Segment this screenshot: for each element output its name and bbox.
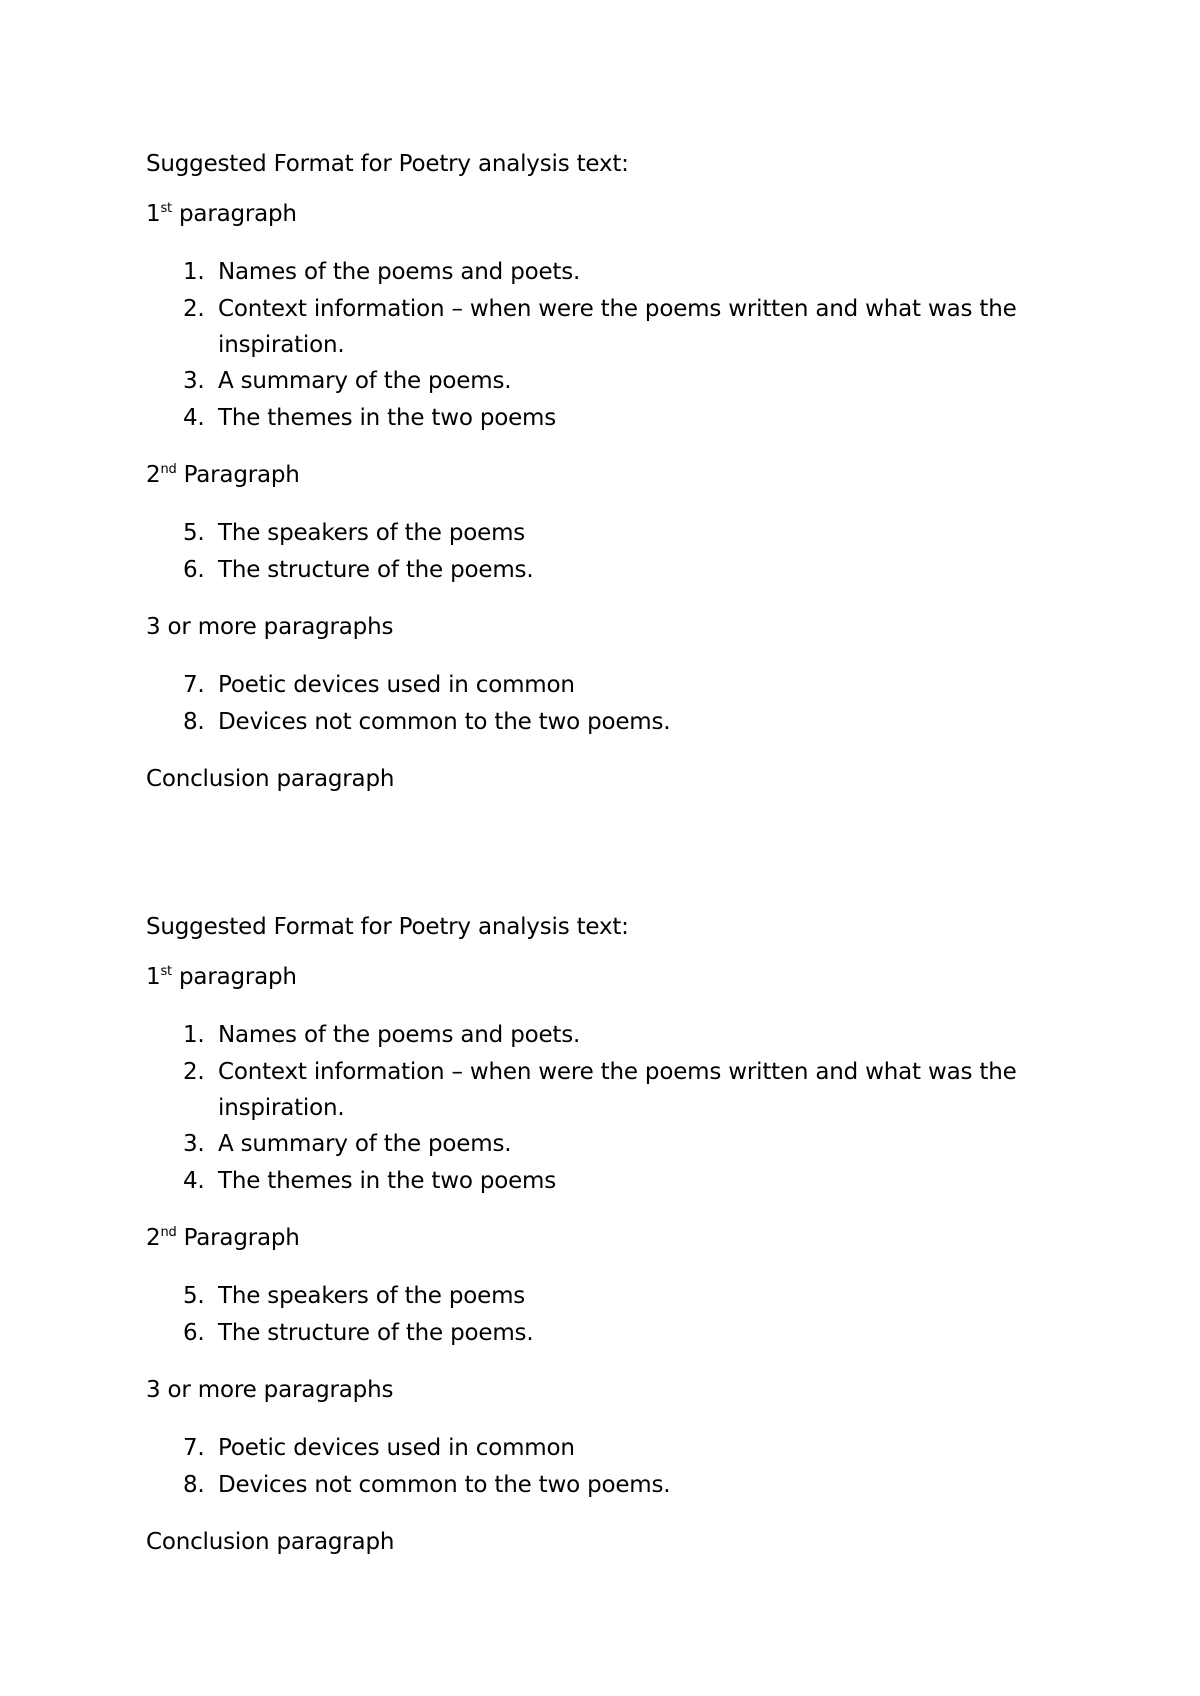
list-item: 4. The themes in the two poems (183, 405, 557, 431)
more-paragraphs-heading: 3 or more paragraphs (146, 614, 394, 640)
list-item: 4. The themes in the two poems (183, 1168, 557, 1194)
first-paragraph-heading: 1st paragraph (146, 201, 297, 227)
format-section-2 (146, 913, 1106, 1556)
section-title: Suggested Format for Poetry analysis text: (146, 914, 629, 940)
second-paragraph-heading: 2nd Paragraph (146, 1225, 300, 1251)
list-item: 5. The speakers of the poems (183, 520, 526, 546)
list-item: 1. Names of the poems and poets. (183, 1022, 581, 1048)
ordinal-suffix: st (160, 201, 172, 216)
ordinal-suffix: st (160, 964, 172, 979)
more-paragraphs-list (146, 667, 1106, 741)
conclusion-heading: Conclusion paragraph (146, 766, 395, 792)
list-item: 6. The structure of the poems. (183, 557, 534, 583)
ordinal-suffix: nd (160, 1225, 177, 1240)
second-paragraph-list (146, 515, 1106, 589)
list-item: 3. A summary of the poems. (183, 1131, 512, 1157)
list-item: 7. Poetic devices used in common (183, 672, 575, 698)
list-item: 8. Devices not common to the two poems. (183, 709, 671, 735)
format-section-1 (146, 150, 1106, 793)
section-title: Suggested Format for Poetry analysis text: (146, 151, 629, 177)
more-paragraphs-list (146, 1430, 1106, 1504)
first-paragraph-list (146, 254, 1106, 437)
list-item: 8. Devices not common to the two poems. (183, 1472, 671, 1498)
list-item: 6. The structure of the poems. (183, 1320, 534, 1346)
second-paragraph-heading: 2nd Paragraph (146, 462, 300, 488)
list-item: 1. Names of the poems and poets. (183, 259, 581, 285)
second-paragraph-list (146, 1278, 1106, 1352)
more-paragraphs-heading: 3 or more paragraphs (146, 1377, 394, 1403)
list-item: 3. A summary of the poems. (183, 368, 512, 394)
list-item: 2. Context information – when were the poems written and what was the inspiration. (183, 1059, 1017, 1121)
ordinal-suffix: nd (160, 462, 177, 477)
first-paragraph-heading: 1st paragraph (146, 964, 297, 990)
list-item: 7. Poetic devices used in common (183, 1435, 575, 1461)
list-item: 5. The speakers of the poems (183, 1283, 526, 1309)
conclusion-heading: Conclusion paragraph (146, 1529, 395, 1555)
first-paragraph-list (146, 1017, 1106, 1200)
list-item: 2. Context information – when were the poems written and what was the inspiration. (183, 296, 1017, 358)
